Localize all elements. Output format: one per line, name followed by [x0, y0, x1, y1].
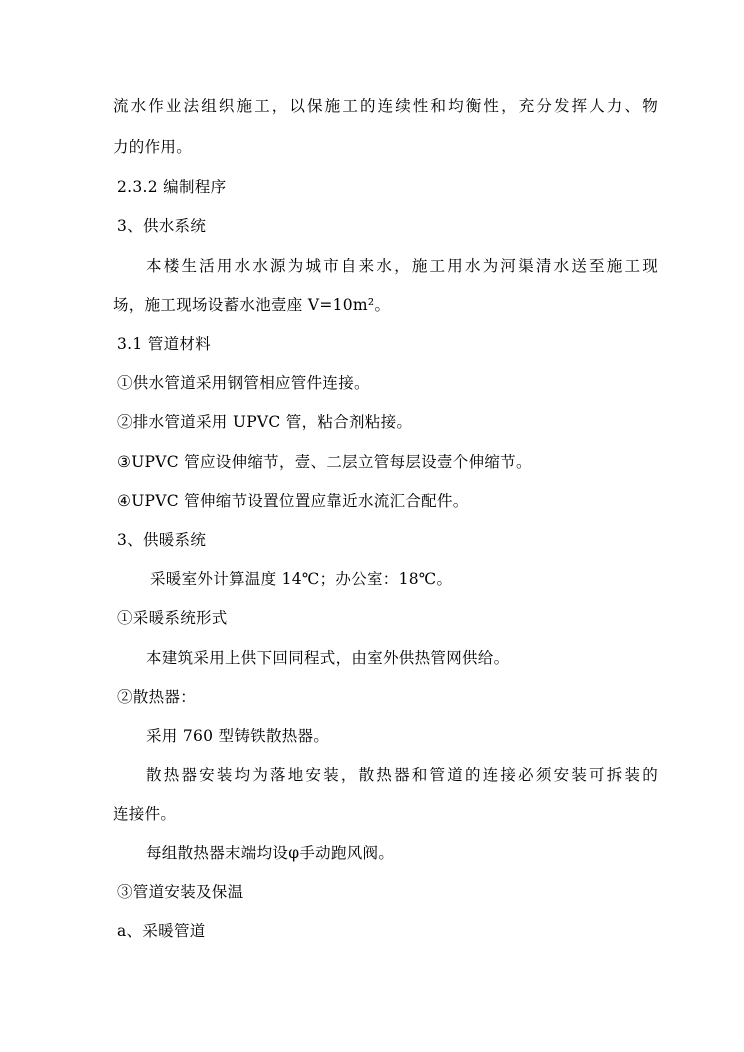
paragraph-line: 采暖室外计算温度 14℃；办公室：18℃。	[150, 570, 453, 588]
section-heading: 3、供水系统	[117, 217, 207, 235]
paragraph-line: 本楼生活用水水源为城市自来水，施工用水为河渠清水送至施工现	[146, 257, 658, 275]
section-heading: 3.1 管道材料	[117, 335, 211, 353]
paragraph-line: 流水作业法组织施工，以保施工的连续性和均衡性，充分发挥人力、物	[113, 97, 658, 115]
paragraph-line: 采用 760 型铸铁散热器。	[146, 727, 330, 745]
section-heading: a、采暖管道	[117, 922, 206, 940]
paragraph-line: 连接件。	[113, 805, 177, 823]
section-heading: 3、供暖系统	[117, 531, 207, 549]
paragraph-line: 力的作用。	[113, 138, 193, 156]
list-item: ②排水管道采用 UPVC 管，粘合剂粘接。	[117, 413, 413, 431]
list-item: ③UPVC 管应设伸缩节，壹、二层立管每层设壹个伸缩节。	[117, 453, 532, 471]
paragraph-line: 本建筑采用上供下回同程式，由室外供热管网供给。	[146, 649, 510, 667]
paragraph-line: 每组散热器末端均设φ手动跑风阀。	[146, 844, 395, 862]
paragraph-line: 散热器安装均为落地安装，散热器和管道的连接必须安装可拆装的	[146, 766, 658, 784]
paragraph-line: 场，施工现场设蓄水池壹座 V=10m²。	[113, 296, 391, 314]
list-item: ④UPVC 管伸缩节设置位置应靠近水流汇合配件。	[117, 492, 469, 510]
section-heading: 2.3.2 编制程序	[117, 178, 227, 196]
list-item: ②散热器：	[117, 688, 197, 706]
list-item: ①采暖系统形式	[117, 609, 228, 627]
list-item: ①供水管道采用钢管相应管件连接。	[117, 374, 370, 392]
list-item: ③管道安装及保温	[117, 883, 244, 901]
